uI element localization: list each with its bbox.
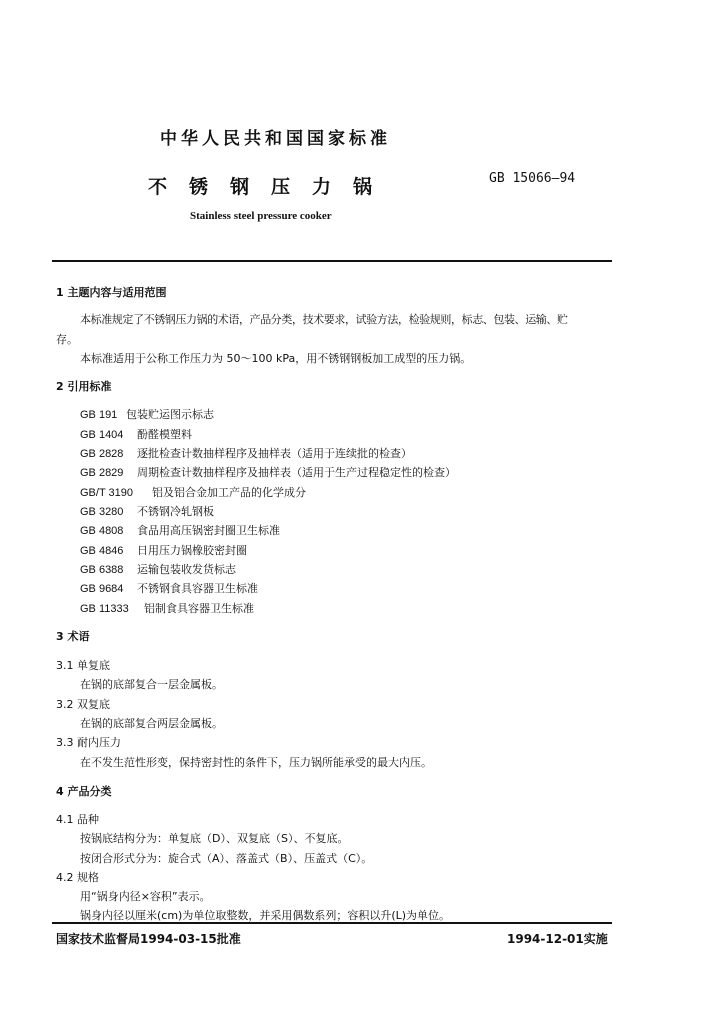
reference-code: GB 11333 [80,603,129,615]
effective-date: 1994-12-01实施 [507,932,608,946]
reference-item [80,484,306,500]
bottom-divider [52,922,612,924]
reference-code: GB 9684 [80,583,124,595]
reference-item [80,406,214,422]
section-4-2-heading: 4.2 规格 [56,871,99,884]
document-title-english: Stainless steel pressure cooker [190,210,332,222]
reference-title: 包装贮运图示标志 [126,408,214,421]
reference-code: GB/T 3190 [80,487,133,499]
reference-code: GB 2828 [80,448,124,460]
reference-item [80,464,456,480]
national-standard-label: 中华人民共和国国家标准 [160,129,391,149]
reference-item [80,426,192,442]
reference-code: GB 191 [80,409,118,421]
section-1-para-2: 本标准适用于公称工作压力为 50～100 kPa，用不锈钢钢板加工成型的压力锅。 [80,352,472,365]
section-3-3-heading: 3.3 耐内压力 [56,736,121,749]
standard-number: GB 15066—94 [489,171,576,186]
reference-title: 食品用高压锅密封圈卫生标准 [137,524,280,537]
reference-title: 酚醛模塑料 [137,428,192,441]
document-title: 不锈钢压力锅 [148,176,395,198]
section-4-2-line-2: 锅身内径以厘米(cm)为单位取整数，并采用偶数系列；容积以升(L)为单位。 [80,909,451,922]
section-3-1-heading: 3.1 单复底 [56,659,110,672]
section-1-para-1-line-1: 本标准规定了不锈钢压力锅的术语，产品分类，技术要求，试验方法，检验规则，标志、包装、运输、贮 [80,313,568,326]
section-3-heading: 3 术语 [56,630,90,643]
section-3-3-text: 在不发生范性形变，保持密封性的条件下，压力锅所能承受的最大内压。 [80,756,432,769]
section-4-1-line-2: 按闭合形式分为：旋合式（A）、落盖式（B）、压盖式（C）。 [80,852,373,865]
reference-code: GB 2829 [80,467,124,479]
section-4-heading: 4 产品分类 [56,785,112,798]
reference-item [80,600,254,616]
section-3-1-text: 在锅的底部复合一层金属板。 [80,678,223,691]
section-3-2-text: 在锅的底部复合两层金属板。 [80,717,223,730]
reference-title: 逐批检查计数抽样程序及抽样表（适用于连续批的检查） [137,447,412,460]
reference-title: 不锈钢冷轧钢板 [137,505,214,518]
reference-code: GB 4846 [80,545,124,557]
reference-item [80,561,236,577]
reference-title: 周期检查计数抽样程序及抽样表（适用于生产过程稳定性的检查） [137,466,456,479]
reference-title: 铝制食具容器卫生标准 [144,602,254,615]
section-4-1-heading: 4.1 品种 [56,813,99,826]
section-4-2-line-1: 用“锅身内径×容积”表示。 [80,890,211,903]
reference-item [80,522,280,538]
reference-title: 日用压力锅橡胶密封圈 [137,544,247,557]
section-2-heading: 2 引用标准 [56,380,112,393]
section-3-2-heading: 3.2 双复底 [56,698,110,711]
section-1-para-1-line-2: 存。 [56,333,78,346]
reference-title: 不锈钢食具容器卫生标准 [137,582,258,595]
reference-title: 铝及铝合金加工产品的化学成分 [152,486,306,499]
reference-title: 运输包装收发货标志 [137,563,236,576]
section-4-1-line-1: 按锅底结构分为：单复底（D）、双复底（S）、不复底。 [80,832,349,845]
reference-code: GB 6388 [80,564,124,576]
reference-item [80,542,247,558]
section-1-heading: 1 主题内容与适用范围 [56,286,167,299]
reference-code: GB 4808 [80,525,124,537]
reference-item [80,503,214,519]
reference-item [80,580,258,596]
approval-date: 国家技术监督局1994-03-15批准 [56,932,241,946]
reference-code: GB 1404 [80,429,124,441]
top-divider [52,260,612,262]
reference-code: GB 3280 [80,506,124,518]
reference-item [80,445,412,461]
